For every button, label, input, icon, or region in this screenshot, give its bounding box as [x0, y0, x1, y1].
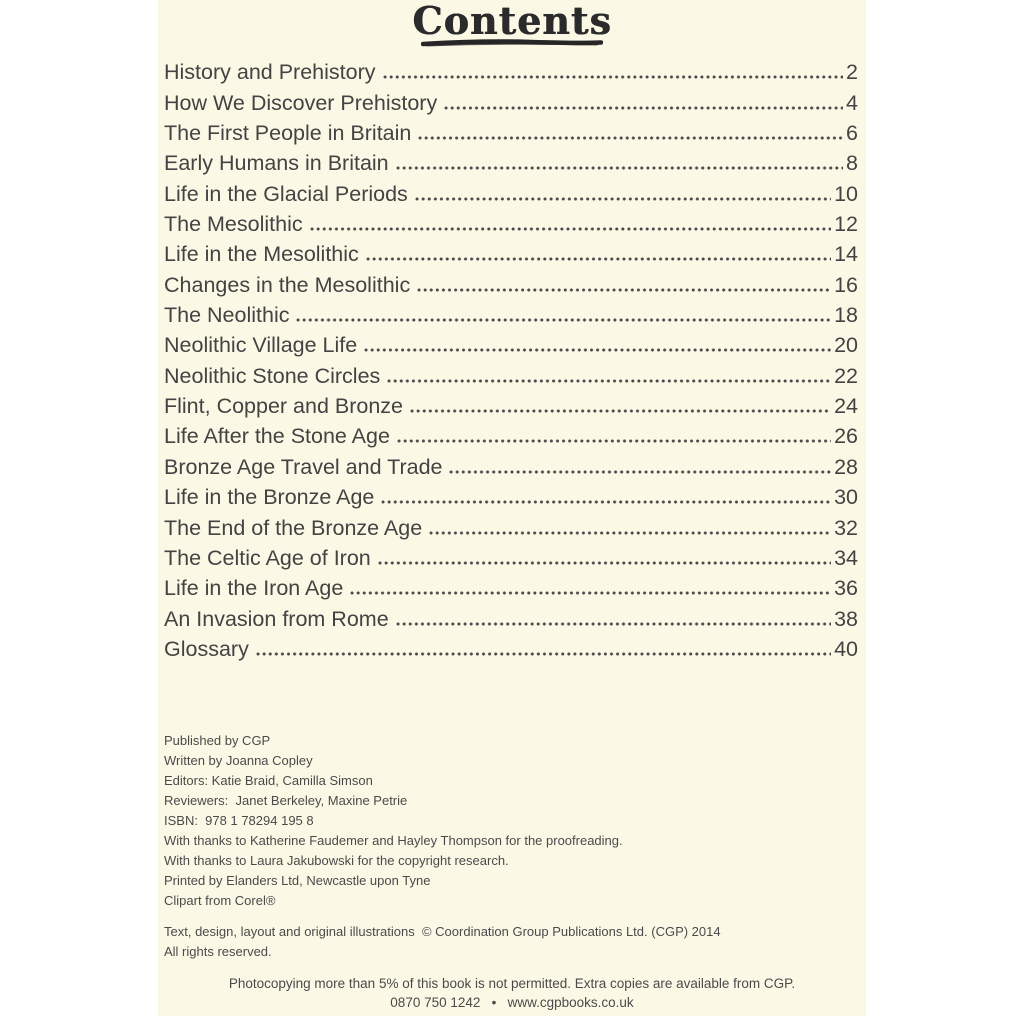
- toc-row: [164, 481, 858, 511]
- credit-line-written-by: Written by Joanna Copley: [164, 753, 313, 768]
- toc-leader-dots: [395, 622, 831, 626]
- toc-entry-label: The End of the Bronze Age: [164, 515, 423, 540]
- toc-entry-label: Life in the Glacial Periods: [164, 181, 408, 206]
- toc-leader-dots: [417, 136, 843, 140]
- toc-leader-dots: [365, 257, 831, 261]
- toc-entry-label: The Mesolithic: [164, 212, 303, 237]
- toc-leader-dots: [428, 531, 831, 535]
- toc-row: [164, 633, 858, 663]
- toc-page-number: 20: [834, 333, 858, 358]
- toc-row: [164, 117, 858, 147]
- toc-entry-label: Life in the Iron Age: [164, 576, 344, 601]
- toc-entry-label: An Invasion from Rome: [164, 606, 389, 631]
- toc-row: [164, 542, 858, 572]
- toc-leader-dots: [448, 470, 831, 474]
- toc-row: [164, 86, 858, 116]
- toc-page-number: 30: [834, 485, 858, 510]
- toc-leader-dots: [396, 439, 831, 443]
- toc-row: [164, 329, 858, 359]
- toc-row: [164, 238, 858, 268]
- title-section: [158, 0, 866, 48]
- toc-row: [164, 450, 858, 480]
- toc-entry-label: Life in the Mesolithic: [164, 242, 359, 267]
- toc-entry-label: Early Humans in Britain: [164, 151, 389, 176]
- toc-row: [164, 268, 858, 298]
- toc-page-number: 10: [834, 181, 858, 206]
- toc-page-number: 8: [846, 151, 858, 176]
- toc-entry-label: Life in the Bronze Age: [164, 485, 375, 510]
- credit-line-editors: Editors: Katie Braid, Camilla Simson: [164, 773, 373, 788]
- publisher-credits-block: [164, 731, 858, 911]
- contact-line: 0870 750 1242 • www.cgpbooks.co.uk: [390, 995, 634, 1010]
- toc-entry-label: The Neolithic: [164, 303, 290, 328]
- toc-leader-dots: [295, 318, 831, 322]
- page-title: Contents: [412, 0, 612, 43]
- toc-leader-dots: [363, 348, 831, 352]
- toc-page-number: 26: [834, 424, 858, 449]
- credit-line-printed-by: Printed by Elanders Ltd, Newcastle upon Tyne: [164, 873, 431, 888]
- credit-line-proofreading-thanks: With thanks to Katherine Faudemer and Hayley Thompson for the proofreading.: [164, 833, 623, 848]
- toc-page-number: 2: [846, 60, 858, 85]
- rights-reserved-notice: All rights reserved.: [164, 944, 272, 959]
- toc-row: [164, 602, 858, 632]
- toc-page-number: 34: [834, 545, 858, 570]
- toc-row: [164, 56, 858, 86]
- toc-entry-label: Neolithic Village Life: [164, 333, 358, 358]
- toc-row: [164, 177, 858, 207]
- toc-leader-dots: [386, 379, 831, 383]
- toc-page-number: 16: [834, 272, 858, 297]
- toc-leader-dots: [382, 75, 844, 79]
- toc-entry-label: Flint, Copper and Bronze: [164, 394, 404, 419]
- toc-row: [164, 572, 858, 602]
- toc-page-number: 6: [846, 121, 858, 146]
- toc-leader-dots: [409, 409, 831, 413]
- copyright-block: [164, 922, 858, 962]
- toc-page-number: 28: [834, 454, 858, 479]
- toc-page-number: 36: [834, 576, 858, 601]
- toc-row: [164, 511, 858, 541]
- toc-leader-dots: [416, 288, 831, 292]
- toc-row: [164, 390, 858, 420]
- toc-page-number: 32: [834, 515, 858, 540]
- toc-page-number: 40: [834, 636, 858, 661]
- page-footer: [158, 974, 866, 1012]
- toc-entry-label: Neolithic Stone Circles: [164, 363, 381, 388]
- credit-line-copyright-research-thanks: With thanks to Laura Jakubowski for the copyright research.: [164, 853, 509, 868]
- toc-leader-dots: [380, 500, 831, 504]
- toc-leader-dots: [414, 197, 831, 201]
- toc-row: [164, 420, 858, 450]
- toc-row: [164, 299, 858, 329]
- photocopying-notice: Photocopying more than 5% of this book is not permitted. Extra copies are available from CGP.: [228, 976, 796, 991]
- toc-row: [164, 147, 858, 177]
- toc-page-number: 22: [834, 363, 858, 388]
- toc-page-number: 18: [834, 303, 858, 328]
- credit-line-reviewers: Reviewers: Janet Berkeley, Maxine Petrie: [164, 793, 408, 808]
- toc-entry-label: Glossary: [164, 636, 249, 661]
- toc-leader-dots: [309, 227, 831, 231]
- toc-leader-dots: [443, 106, 843, 110]
- toc-leader-dots: [255, 652, 831, 656]
- toc-entry-label: The First People in Britain: [164, 121, 412, 146]
- toc-page-number: 12: [834, 212, 858, 237]
- toc-entry-label: Changes in the Mesolithic: [164, 272, 411, 297]
- toc-page-number: 4: [846, 90, 858, 115]
- toc-leader-dots: [377, 561, 831, 565]
- toc-entry-label: History and Prehistory: [164, 60, 376, 85]
- credit-line-isbn: ISBN: 978 1 78294 195 8: [164, 813, 314, 828]
- copyright-notice: Text, design, layout and original illustrations © Coordination Group Publications Ltd. (CGP) 2014: [164, 924, 721, 939]
- credit-line-clipart: Clipart from Corel®: [164, 893, 276, 908]
- table-of-contents: [164, 56, 858, 663]
- book-contents-page: [158, 0, 866, 1016]
- toc-leader-dots: [349, 591, 831, 595]
- toc-entry-label: The Celtic Age of Iron: [164, 545, 371, 570]
- toc-entry-label: How We Discover Prehistory: [164, 90, 438, 115]
- toc-page-number: 14: [834, 242, 858, 267]
- toc-page-number: 24: [834, 394, 858, 419]
- toc-entry-label: Life After the Stone Age: [164, 424, 390, 449]
- toc-row: [164, 359, 858, 389]
- toc-page-number: 38: [834, 606, 858, 631]
- credit-line-published-by: Published by CGP: [164, 733, 271, 748]
- toc-entry-label: Bronze Age Travel and Trade: [164, 454, 443, 479]
- toc-row: [164, 208, 858, 238]
- toc-leader-dots: [395, 166, 843, 170]
